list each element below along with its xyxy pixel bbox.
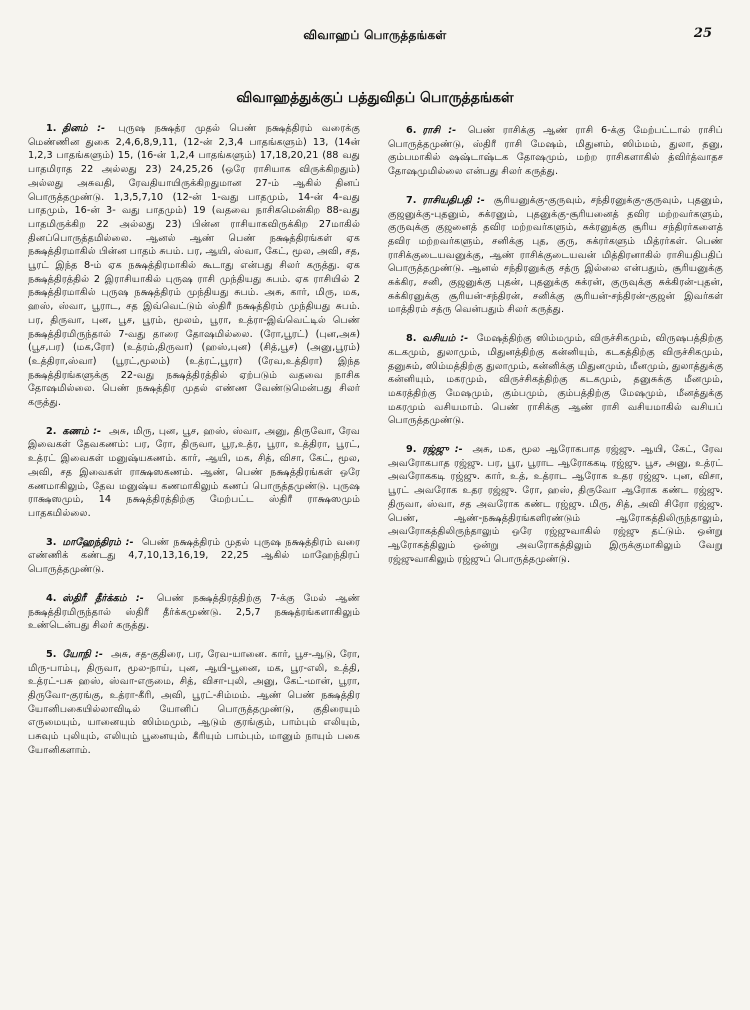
section-heading: மாஹேந்திரம் :- [62, 536, 134, 548]
section-body: அசு, மிரு, புன, பூச, ஹஸ், ஸ்வா, அனு, திருவோ, ரேவ இவைகள் தேவகணம்: பர, ரோ, திருவா, பூர,உத்ர, பூரா, உத்திரா, பூரட், உத்ரட் இவைகள் மனுஷ்யகணம். கார், ஆயி, மக, சித், விசா, கேட், மூல, அவி, சத இவைகள் ராக்ஷஸகணம். ஆண், பெண் நக்ஷத்திரங்கள் ஒரே கணமாகிலும், தேவ மனுஷ்ய கணமாகிலும் கணப் பொருத்தமுண்டு. புருஷ ராக்ஷஸமும், 14 நக்ஷத்திரத்திற்கு மேற்பட்ட ஸ்திரீ ராக்ஷஸமும் பாதகமில்லை. [28, 425, 360, 519]
page-number: 25 [693, 26, 712, 41]
running-title: விவாஹப் பொருத்தங்கள் [303, 28, 447, 42]
section-heading: ஸ்திரீ தீர்க்கம் :- [62, 592, 144, 604]
section-number: 8. [406, 333, 417, 345]
section-body: பெண் நக்ஷத்திரம் முதல் புருஷ நக்ஷத்திரம் வரை எண்ணிக் கண்டது 4,7,10,13,16,19, 22,25 ஆகில் மாஹேந்திரப் பொருத்தமுண்டு. [28, 536, 360, 576]
section-yoni [28, 648, 360, 758]
section-rasi-athipathi [388, 194, 723, 317]
section-ganam [28, 425, 360, 521]
section-vasiyam [388, 332, 723, 428]
article-title: விவாஹத்துக்குப் பத்துவிதப் பொருத்தங்கள் [236, 90, 514, 106]
section-heading: தினம் :- [62, 123, 106, 134]
section-body: மேஷத்திற்கு ஸிம்மமும், விருச்சிகமும், விருஷபத்திற்கு கடகமும், துலாமும், மிதுனத்திற்கு கன்னியும், கடகத்திற்கு விருச்சிகமும், தனுசும், ஸிம்மத்திற்கு துலாமும், கன்னிக்கு மிதுனமும், மீனமும், துலாத்துக்கு கன்னியும், மகரமும், விருச்சிகத்திற்கு கடகமும், தனுசுக்கு மீனமும், மகரத்திற்கு மேஷமும், கும்பமும், கும்பத்திற்கு மேஷமும், மீனத்துக்கு மகரமும் வசியமாம். பெண் ராசிக்கு ஆண் ராசி வசியமாகில் வசியப் பொருத்தமுண்டு. [388, 333, 723, 427]
section-rasi [388, 124, 723, 179]
section-number: 6. [406, 125, 417, 136]
section-body: பெண் ராசிக்கு ஆண் ராசி 6-க்கு மேற்பட்டால் ராசிப் பொருத்தமுண்டு, ஸ்திரீ ராசி மேஷம், மிதுனம், ஸிம்மம், துலா, தனு, கும்பமாகில் ஷஷ்டாஷ்டக தோஷமும், மற்ற ராசிகளாகில் த்விர்த்வாதச தோஷமுமில்லை என்பது சிலர் கருத்து. [388, 125, 723, 178]
section-body: புருஷ நக்ஷத்ர முதல் பெண் நக்ஷத்திரம் வரைக்கு மெண்ணின துகை 2,4,6,8,9,11, (12-ன் 2,3,4 பாதங்களும்) 13, (14ன் 1,2,3 பாதங்களும்) 15, (16-ன் 1,2,4 பாதங்களும்) 17,18,20,21 (88 வது பாதமிராத 22 அல்லது 23) 24,25,26 (ஒரே ராசியாக விருக்கிறதும்) அல்லது அசுவதி, ரேவதியாயிருக்கிறதுமான 27-ம் ஆகில் தினப் பொருத்தமுண்டு. 1,3,5,7,10 (12-ன் 1-வது பாதமும், 14-ன் 4-வது பாதமும், 16-ன் 3- வது பாதமும்) 19 (வதவை நாசிகமென்கிற 88-வது பாதமிருக்கிற 22 அல்லது 23) பின்ன ராசியாகவிருக்கிற 27மாகில் தினப்பொருத்தமில்லை. ஆனல் ஆண் பெண் நக்ஷத்திரங்கள் ஏக நக்ஷத்திரமாகில் பின்ன பாதம் சுபம். பர, ஆயி, ஸ்வா, கேட், மூல, அவி, சத, பூரட் இந்த 8-ம் ஏக நக்ஷத்திரமாகில் கூடாது என்பது சிலர் கருத்து. ஏக நக்ஷத்திரத்தில் 2 இராசியாகில் புருஷ ராசி முந்தியது சுபம். ஏக ராசியில் 2 நக்ஷத்திரமாகில் புருஷ நக்ஷத்திரம் முந்தியது சுபம். அசு, கார், மிரு, மக, ஹஸ், ஸ்வா, பூராட, சத இவ்வெட்டும் ஸ்திரீ நக்ஷத்திரம் முந்தியது சுபம். பர, திருவா, புன, பூச, பூரம், மூலம், பூரா, உத்ரா-இவ்வெட்டில் பெண் நக்ஷத்திரமிருந்தால் 7-வது தாரை தோஷமில்லை. (ரோ,பூரட்) (புன,அசு) (பூச,பர) (மக,ரோ) (உத்ரம்,திருவா) (ஹஸ்,புன) (சித்,பூச) (அனு,பூரம்) (உத்திரா,ஸ்வா) (பூரட்,மூலம்) (உத்ரட்,பூரா) (ரேவ,உத்திரா) இந்த நக்ஷத்திரங்களுக்கு 22-வது நக்ஷத்திரத்தில் ஏற்படும் வதவை நாசிக தோஷமில்லை. பெண் நக்ஷத்திர முதல் எண்ண வேண்டுமென்பது சிலர் கருத்து. [28, 123, 360, 409]
section-rajju [388, 443, 723, 566]
section-number: 2. [46, 425, 57, 437]
section-body: சூரியனுக்கு-குருவும், சந்திரனுக்கு-குருவும், புதனும், குஜனுக்கு-புதனும், சுக்ரனும், புதனுக்கு-சூரியனைத் தவிர மற்றவர்களும், குருவுக்கு குஜனைத் தவிர மற்றவர்களும், சுக்ரனுக்கு சூரிய சந்திரர்களைத் தவிர மற்றவர்களும், சனிக்கு புத, குரு, சுக்ரர்களும் மித்ரர்கள். பெண் ராசிக்குடையவனுக்கு, ஆண் ராசிக்குடையவன் மித்திரனாகில் ராசியதிபதிப் பொருத்தமுண்டு. ஆனல் சந்திரனுக்கு சத்ரு இல்லை என்பதும், சூரியனுக்கு சுக்கிர, சனி, குஜனுக்கு புதன், புதனுக்கு சுக்ரன், குருவுக்கு சுக்கிரன்-புதன், சுக்கிரனுக்கு சூரியன்-சந்திரன், சனிக்கு சூரியன்-சந்திரன்-குஜன் இவர்கள் மாத்திரம் சத்ரு வென்பதும் சிலர் கருத்து. [388, 194, 723, 316]
section-heading: கணம் :- [62, 425, 101, 437]
section-body: அசு, மக, மூல ஆரோகபாத ரஜ்ஜு. ஆயி, கேட், ரேவ அவரோகபாத ரஜ்ஜு. பர, பூர, பூராட ஆரோககடி ரஜ்ஜு. பூச, அனு, உத்ரட் அவரோககடி ரஜ்ஜு. கார், உத், உத்ராட ஆரோக உதர ரஜ்ஜு. புன, விசா, பூரட் அவரோக உதர ரஜ்ஜு. ரோ, ஹஸ், திருவோ ஆரோக கண்ட ரஜ்ஜு. திருவா, ஸ்வா, சத அவரோக கண்ட ரஜ்ஜு. மிரு, சித், அவி சிரோ ரஜ்ஜு. பெண், ஆண்-நக்ஷத்திரங்களிரண்டும் ஆரோகத்திலிருந்தாலும், அவரோகத்திலிருந்தாலும் ஒரே ரஜ்ஜுவாகில் ரஜ்ஜு தட்டும். ஒன்று ஆரோகத்திலும் ஒன்று அவரோகத்திலும் இருக்குமாகிலும் வேறு ரஜ்ஜுவாகிலும் ரஜ்ஜுப் பொருத்தமுண்டு. [388, 444, 723, 565]
section-heading: ரஜ்ஜு :- [422, 444, 463, 456]
section-number: 5. [46, 648, 57, 660]
section-dinam [28, 122, 360, 410]
section-body: அசு, சத-குதிரை, பர, ரேவ-யானை. கார், பூச-ஆடு, ரோ, மிரு-பாம்பு, திருவா, மூல-நாய், புன, ஆயி-பூனை, மக, பூர-எலி, உத்தி, உத்ரட்-பசு ஹஸ், ஸ்வா-எருமை, சித், விசா-புலி, அனு, கேட்-மான், பூரா, திருவோ-குரங்கு, உத்ரா-கீரி, அவி, பூரட்-சிம்மம். ஆண் பெண் நக்ஷத்திர யோனிபகையில்லாவிடில் யோனிப் பொருத்தமுண்டு, குதிரையும் எருமையும், யானையும் ஸிம்மமும், ஆடும் குரங்கும், பாம்பும் எலியும், பசுவும் புலியும், எலியும் பூனையும், கீரியும் பாம்பும், மானும் நாயும் பகை யோனிகளாம். [28, 648, 360, 756]
section-number: 7. [406, 194, 417, 206]
section-number: 1. [46, 123, 57, 134]
section-number: 4. [46, 592, 57, 604]
section-stree-deergham [28, 592, 360, 633]
section-heading: ராசியதிபதி :- [422, 194, 485, 206]
section-heading: யோநி :- [62, 648, 103, 660]
section-number: 9. [406, 444, 417, 456]
left-column [28, 122, 360, 773]
right-column [388, 124, 723, 581]
section-heading: வசியம் :- [422, 333, 469, 345]
section-body: பெண் நக்ஷத்திரத்திற்கு 7-க்கு மேல் ஆண் நக்ஷத்திரமிருந்தால் ஸ்திரீ தீர்க்கமுண்டு. 2,5,7 நக்ஷத்ரங்களாகிலும் உண்டென்பது சிலர் கருத்து. [28, 592, 360, 632]
section-mahendram [28, 536, 360, 577]
section-heading: ராசி :- [422, 125, 457, 136]
section-number: 3. [46, 536, 57, 548]
